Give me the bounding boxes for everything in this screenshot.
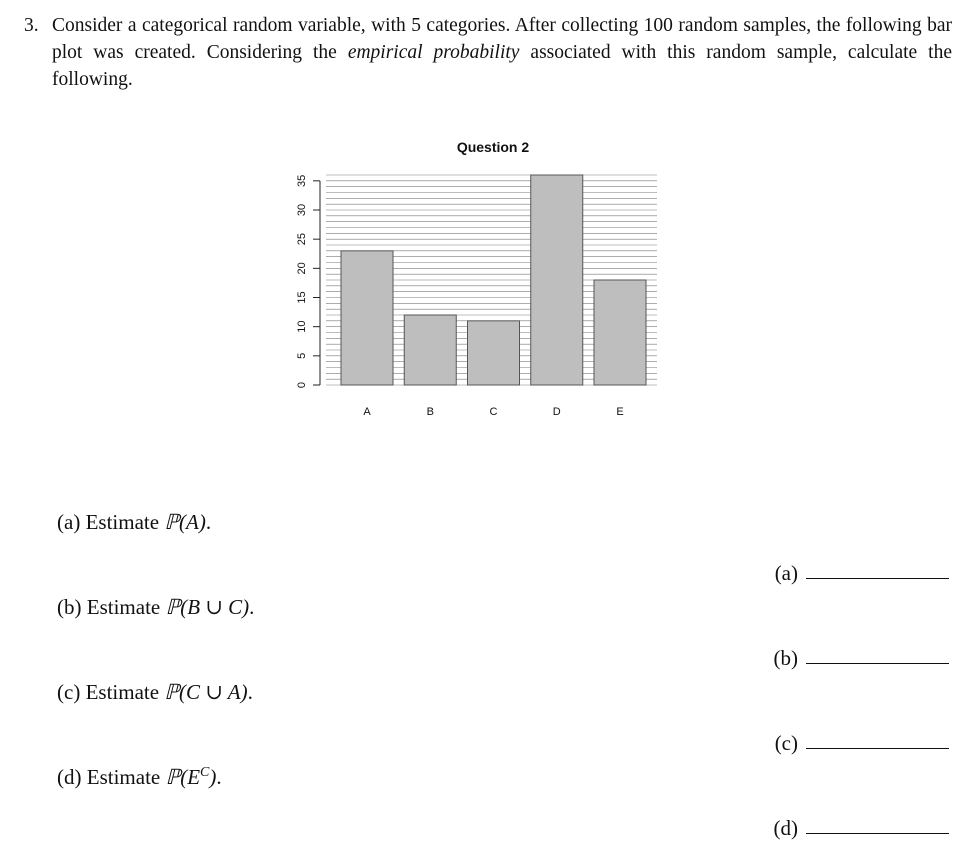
problem-text-before: Consider a categorical random variable, with 5 categories. After collecting 100 random samples, the following bar plot was created. Considering the (52, 15, 952, 63)
x-tick-label: E (616, 406, 624, 418)
y-tick-label: 25 (295, 233, 308, 246)
chart-title: Question 2 (456, 139, 530, 155)
part-d-math: ℙ(E (165, 765, 201, 789)
answer-b-label: (b) (773, 646, 798, 670)
part-a-math: ℙ(A) (164, 510, 206, 534)
part-d-sup: C (200, 765, 210, 780)
bar-b (404, 315, 456, 385)
part-c-math: ℙ(C ∪ A) (164, 680, 248, 704)
part-c (57, 680, 253, 705)
part-d-label: (d) (57, 765, 82, 789)
answer-c-blank[interactable] (806, 748, 949, 749)
y-tick-label: 10 (295, 320, 308, 333)
part-c-text: Estimate (85, 680, 165, 704)
part-a (57, 510, 211, 535)
x-tick-label: A (363, 406, 371, 418)
y-tick-label: 0 (295, 381, 308, 389)
answer-a-blank[interactable] (806, 578, 949, 579)
part-d (57, 765, 222, 790)
y-tick-label: 35 (295, 174, 308, 187)
part-a-text: Estimate (85, 510, 165, 534)
part-b-math: ℙ(B ∪ C) (165, 595, 250, 619)
part-d-math-end: ) (209, 765, 217, 789)
part-a-end: . (205, 510, 212, 534)
part-b (57, 595, 254, 620)
answer-d-label: (d) (773, 816, 798, 840)
problem-number: 3. (24, 15, 39, 36)
part-c-end: . (247, 680, 253, 704)
y-tick-label: 5 (295, 352, 308, 359)
answer-c-label: (c) (774, 731, 798, 755)
x-tick-label: C (489, 406, 498, 418)
part-b-text: Estimate (86, 595, 166, 619)
part-a-label: (a) (57, 510, 81, 534)
bar-d (531, 175, 583, 385)
answer-b-blank[interactable] (806, 663, 949, 664)
part-b-end: . (249, 595, 255, 619)
problem-text-after: associated with this random sample, calculate the following. (52, 42, 952, 90)
x-tick-label: D (552, 406, 561, 418)
part-b-label: (b) (57, 595, 82, 619)
y-tick-label: 15 (295, 291, 308, 304)
y-tick-label: 20 (295, 262, 308, 275)
answer-a-label: (a) (774, 561, 798, 585)
part-d-text: Estimate (86, 765, 166, 789)
bar-a (341, 251, 393, 385)
y-tick-label: 30 (295, 203, 308, 217)
problem-text-emphasis: empirical probability (347, 42, 520, 63)
part-d-end: . (216, 765, 222, 789)
bar-c (468, 321, 520, 385)
x-tick-label: B (426, 406, 434, 418)
answer-d-blank[interactable] (806, 833, 949, 834)
part-c-label: (c) (57, 680, 81, 704)
bar-e (594, 280, 646, 385)
